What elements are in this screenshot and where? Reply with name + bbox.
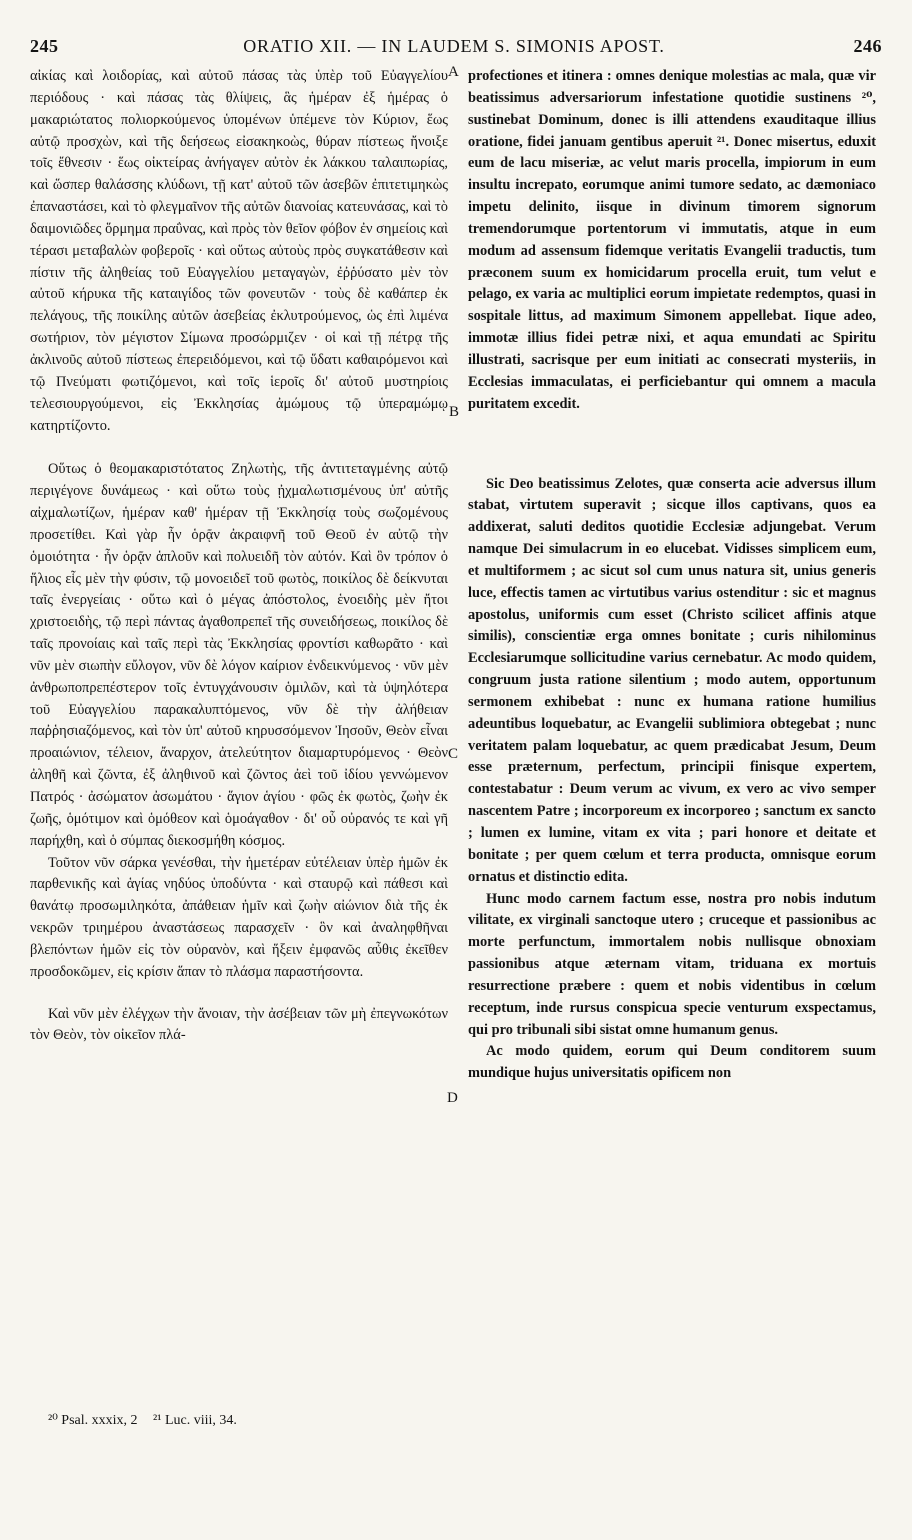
greek-paragraph-3: Τοῦτον νῦν σάρκα γενέσθαι, τὴν ἡμετέραν εὐτέλειαν ὑπὲρ ἡμῶν ἐκ παρθενικῆς καὶ ἁγίας νηδύος ὑποδύντα · καὶ σταυρῷ καὶ πάθεσι καὶ θανάτῳ προσωμιληκότα, ἀπάθειαν ἡμῖν καὶ ζωὴν αἰώνιον διὰ τῆς ἐκ νεκρῶν τριημέρου ἀναστάσεως παρασχεῖν · ὃν καὶ ἀναληφθῆναι βλεπόντων ἡμῶν εἰς τὸν οὐρανὸν, καὶ ἥξειν ἐμφανῶς αὖθις ἐκεῖθεν προσδοκῶμεν, εἰς κρίσιν ἅπαν τὸ πλάσμα παραστήσοντα.	[30, 854, 448, 980]
latin-paragraph-4: Ac modo quidem, eorum qui Deum conditorem suum mundique hujus universitatis opificem non	[468, 1043, 876, 1082]
latin-paragraph-3: Hunc modo carnem factum esse, nostra pro nobis indutum vilitate, ex virginali sanctoque utero ; cruceque et passionibus ac morte perfunctum, immortalem nobis nullisque obnoxiam passionibus atque æternam vitam, triduana ex mortuis resurrectione præbere : quem et nobis videntibus in cœlum receptum, inde rursus conspicua specie venturum exspectamus, qui pro tribunali sibi sistat omne humanum genus.	[468, 890, 876, 1038]
greek-paragraph-4: Καὶ νῦν μὲν ἐλέγχων τὴν ἄνοιαν, τὴν ἀσέβειαν τῶν μὴ ἐπεγνωκότων τὸν Θεὸν, τὸν οἰκεῖον πλά-	[30, 1005, 448, 1044]
footnote-20: ²⁰ Psal. xxxix, 2	[48, 1413, 138, 1428]
greek-paragraph-1: αἰκίας καὶ λοιδορίας, καὶ αὐτοῦ πάσας τὰς ὑπὲρ τοῦ Εὐαγγελίου περιόδους · καὶ πάσας τὰς θλίψεις, ἃς ἡμέραν ἐξ ἡμέρας ὁ μακαριώτατος πολιορκούμενος ὑπομένων ὑπέμενε τὸν Κύριον, ἕως αὐτῷ προσχὼν, καὶ τῆς δεήσεως εἰσακηκοὼς, θύραν πίστεως ἤνοιξε τοῖς ἔθνεσιν · ἕως οἰκτείρας ἀνήγαγεν αὐτὸν ἐκ λάκκου ταλαιπωρίας, καὶ ὥσπερ θαλάσσης κλύδωνι, τῇ κατ' αὐτοῦ τῶν ἀσεβῶν ἐπιτετιμηκὼς ἐπαναστάσει, καὶ τὸ φλεγμαῖνον τῆς αὐτῶν διανοίας κατευνάσας, καὶ τὸ δαιμονιῶδες ὅρμημα πραΰνας, καὶ πρὸς τὸν θεῖον φόβον ἐν σημείοις καὶ τέρασι μεταβαλὼν φοβεροῖς · καὶ οὕτως αὐτοὺς πρὸς συγκατάθεσιν καὶ πίστιν τῆς ἀληθείας τοῦ Εὐαγγελίου μεταγαγὼν, ἐῤῥύσατο μὲν τὸν αὐτοῦ κήρυκα τῆς καταιγίδος τῶν φονευτῶν · τοὺς δὲ καθάπερ ἐκ πελάγους, τῆς ποικίλης αὐτῶν ἀσεβείας ἐκλυτρούμενος, ὡς ἐπὶ λιμένα σωτήριον, τὸν μέγιστον Σίμωνα προσώρμιζεν · οἱ καὶ τῇ πέτρᾳ τῆς ἀκλινοῦς αὐτοῦ πίστεως ἐπερειδόμενοι, καὶ τῷ ὕδατι καθαιρόμενοι καὶ τῷ Πνεύματι φωτιζόμενοι, καὶ τοῖς ἱεροῖς δι' αὐτοῦ μυστηρίοις τελεσιουργούμενοι, εἰς Ἐκκλησίας ἀμώμους τῷ ὑπεραμώμῳ κατηρτίζοντο.	[30, 68, 448, 434]
page-number-left: 245	[30, 36, 59, 56]
section-marker-b: B	[449, 404, 460, 420]
section-marker-c: C	[448, 746, 459, 762]
latin-column	[468, 66, 876, 1085]
latin-paragraph-2: Sic Deo beatissimus Zelotes, quæ conserta acie adversus illum stabat, virtutem superavit ; sicque illos captivans, quos ea addixerat, saluti deditos quotidie Ecclesiæ adjungebat. Verum namque Dei simulacrum in eo elucebat. Vidisses simplicem eum, et multiformem ; ac sicut sol cum unus natura sit, unius generis luce, effectis tamen ac virtutibus varius ostenditur : sic et magnus apostolus, uniformis cum esset (Christo scilicet affinis atque similis), conscientiæ erga omnes bonitate ; curis nihilominus Ecclesiarumque sollicitudine varius cernebatur. Ac modo quidem, congruum justa ratione silentium ; modo autem, opportunum sermonem exhibebat : nunc ex humana ratione humilius adeuntibus loquebatur, ac Evangelii sublimiora obtegebat ; nunc veritatem palam loquebatur, ac quem prædicabat Jesum, Deum esse præternum, perfectum, principii finisque expertem, contestabatur : Deum verum ac vivum, ex vero ac vivo semper nascentem Patre ; incorporeum ex incorporeo ; sanctum ex sancto ; lumen ex lumine, vitam ex vita ; pari honore et deitate et bonitate ; per quem cœlum et terra producta, omnisque eorum ornatus et distinctio edita.	[468, 475, 876, 885]
footnotes	[48, 1412, 249, 1429]
footnote-21: ²¹ Luc. viii, 34.	[153, 1413, 237, 1428]
page-number-right: 246	[853, 36, 882, 56]
latin-paragraph-1: profectiones et itinera : omnes denique molestias ac mala, quæ vir beatissimus adversariorum infestatione quotidie sustinens ²⁰, sustinebat Dominum, donec is illi attendens exauditaque illius oratione, fidei januam gentibus aperuit ²¹. Donec misertus, eduxit eum de lacu miseriæ, ac velut maris procella, impiorum in eum insultu increpato, eorumque animi tumore sedato, ac dæmoniaco impetu delinito, iisque in divinum timorem signorum tremendorumque portentorum vi immutatis, atque in eum modum ad assensum fidemque veritatis Evangelii traductis, tum præconem suum ex homicidarum procella eruit, tum velut e pelago, ex varia ac multiplici eorum impietate redemptos, quasi in sospitale littus, ad maximum Simonem appellebat. Iique adeo, immotæ illius fidei petræ nixi, et aqua emundati ac Spiritu illustrati, sacrisque per eum initiati ac consecrati mysteriis, in Ecclesias immaculatas, ei perficiebantur qui omnem a macula puritatem excedit.	[468, 68, 876, 412]
greek-column	[30, 66, 448, 1047]
running-title: ORATIO XII. — IN LAUDEM S. SIMONIS APOST.	[243, 36, 665, 56]
section-marker-a: A	[448, 64, 459, 80]
greek-paragraph-2: Οὕτως ὁ θεομακαριστότατος Ζηλωτὴς, τῆς ἀντιτεταγμένης αὐτῷ περιγέγονε δυνάμεως · καὶ οὕτω τοὺς ᾐχμαλωτισμένους ὑπ' αὐτῆς αἰχμαλωτίζων, ἡμέραν καθ' ἡμέραν τῇ Ἐκκλησίᾳ τοὺς σωζομένους προσετίθει. Καὶ γὰρ ἦν ὁρᾷν ἀκραιφνῆ τοῦ Θεοῦ ἐν αὐτῷ τὴν ὁμοιότητα · ἦν ὁρᾷν ἁπλοῦν καὶ πολυειδῆ τὸν αὐτόν. Καὶ ὃν τρόπον ὁ ἥλιος εἷς μὲν τὴν φύσιν, τῷ μονοειδεῖ τοῦ φωτὸς, ποικίλος δὲ δείκνυται ταῖς ἐνεργείαις · οὕτω καὶ ὁ μέγας ἀπόστολος, ἑνοειδὴς μὲν ἤτοι χριστοειδὴς, τῷ περὶ πάντας ἀγαθοπρεπεῖ τῆς συνειδήσεως, ποικίλος δὲ ταῖς προνοίαις καὶ ταῖς περὶ τὰς Ἐκκλησίας φροντίσι καθωρᾶτο · καὶ νῦν μὲν σιωπὴν εὔλογον, νῦν δὲ λόγον καίριον ἐνδεικνύμενος · νῦν μὲν ἀνθρωποπρεπέστερον τοῖς ἐντυγχάνουσιν ὁμιλῶν, καὶ τὰ ὑψηλότερα τοῦ Εὐαγγελίου παρακαλυπτόμενος, νῦν δὲ τὴν ἀλήθειαν παῤῥησιαζόμενος, καὶ τὸν ὑπ' αὐτοῦ κηρυσσόμενον Ἰησοῦν, Θεὸν εἶναι προαιώνιον, τέλειον, ἄναρχον, ἀτελεύτητον διαμαρτυρόμενος · Θεὸν ἀληθῆ καὶ ζῶντα, ἐξ ἀληθινοῦ καὶ ζῶντος ἀεὶ τοῦ ἰδίου γεννώμενον Πατρός · ἀσώματον ἀσωμάτου · ἅγιον ἁγίου · φῶς ἐκ φωτὸς, ζωὴν ἐκ ζωῆς, ὁμότιμον καὶ ὁμόθεον καὶ ὁμοάγαθον · δι' οὗ οὐρανός τε καὶ γῆ παρήχθη, καὶ ὁ σύμπας διεκοσμήθη κόσμος.	[30, 461, 448, 849]
page-header	[26, 36, 882, 64]
section-marker-d: D	[447, 1090, 458, 1106]
